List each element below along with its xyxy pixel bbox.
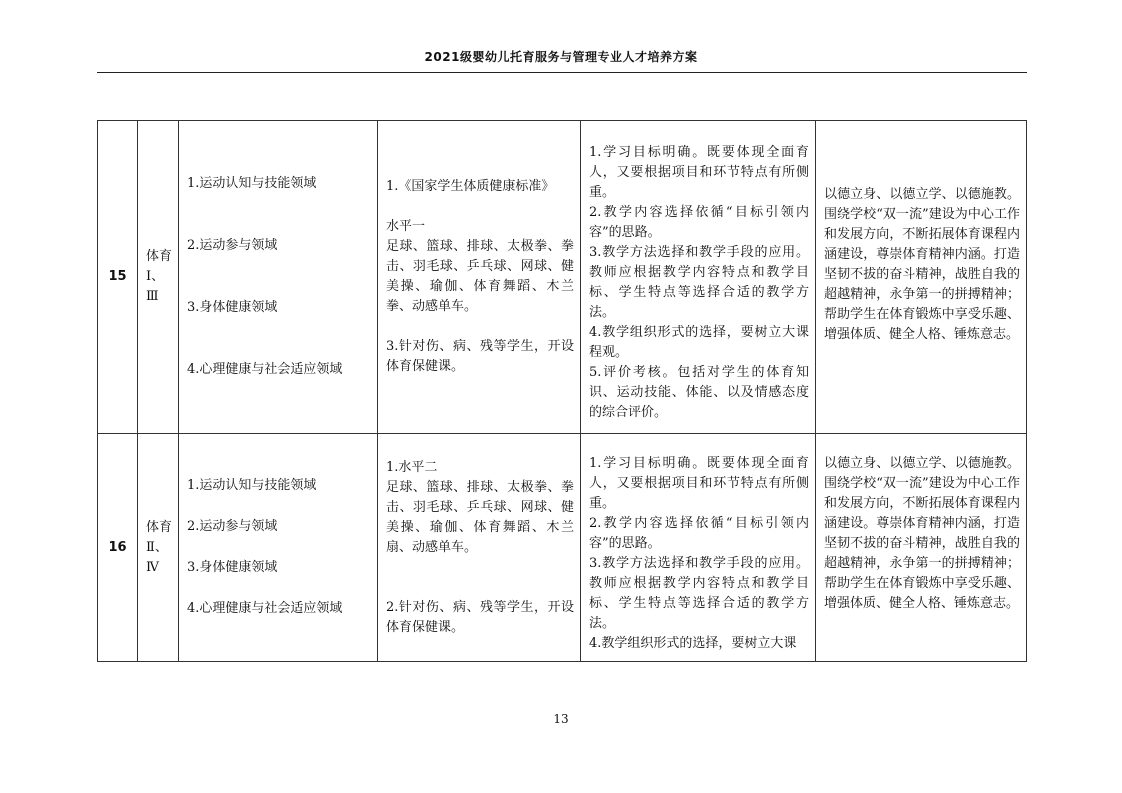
content-paragraph: 3.针对伤、病、残等学生，开设体育保健课。 xyxy=(386,339,574,374)
requirement-item: 4.教学组织形式的选择，要树立大课 xyxy=(589,636,797,651)
teaching-requirements-cell xyxy=(581,434,816,662)
requirement-item: 2.教学内容选择依循“目标引领内容”的思路。 xyxy=(589,205,809,240)
page-number: 13 xyxy=(553,712,569,726)
row-number: 15 xyxy=(98,121,138,434)
curriculum-table xyxy=(97,120,1027,662)
course-name-cell xyxy=(138,121,179,434)
requirement-item: 5.评价考核。包括对学生的体育知识、运动技能、体能、以及情感态度的综合评价。 xyxy=(589,365,809,420)
course-name: 体育 Ⅰ、 Ⅲ xyxy=(146,249,173,304)
task-item: 1.运动认知与技能领域 xyxy=(187,478,317,493)
ideology-cell: 以德立身、以德立学、以德施教。围绕学校“双一流”建设为中心工作和发展方向，不断拓展体育课程内涵建设，尊崇体育精神内涵。打造坚韧不拔的奋斗精神，战胜自我的超越精神，永争第一的拼搏精神；帮助学生在体育锻炼中享受乐趣、增强体质、健全人格、锤炼意志。 xyxy=(816,121,1027,434)
content-paragraph: 足球、篮球、排球、太极拳、拳击、羽毛球、乒乓球、网球、健美操、瑜伽、体育舞蹈、木兰扇、动感单车。 xyxy=(386,479,574,555)
table-row xyxy=(98,434,1027,662)
task-item: 2.运动参与领域 xyxy=(187,238,278,253)
task-item: 3.身体健康领域 xyxy=(187,300,278,315)
requirement-item: 3.教学方法选择和教学手段的应用。教师应根据教学内容特点和教学目标、学生特点等选择合适的教学方法。 xyxy=(589,245,809,320)
course-tasks-cell xyxy=(179,121,378,434)
task-item: 2.运动参与领域 xyxy=(187,519,278,534)
task-item: 1.运动认知与技能领域 xyxy=(187,176,317,191)
requirement-item: 1.学习目标明确。既要体现全面育人，又要根据项目和环节特点有所侧重。 xyxy=(589,145,809,200)
requirement-item: 2.教学内容选择依循“目标引领内容”的思路。 xyxy=(589,516,809,551)
content-paragraph: 1.《国家学生体质健康标准》 xyxy=(386,179,555,194)
task-item: 4.心理健康与社会适应领域 xyxy=(187,362,343,377)
content-paragraph: 水平一 xyxy=(386,219,426,234)
course-content-cell xyxy=(378,121,581,434)
header-divider xyxy=(97,72,1027,73)
task-item: 4.心理健康与社会适应领域 xyxy=(187,601,343,616)
course-name-cell xyxy=(138,434,179,662)
content-paragraph: 足球、篮球、排球、太极拳、拳击、羽毛球、乒乓球、网球、健美操、瑜伽、体育舞蹈、木兰拳、动感单车。 xyxy=(386,239,574,314)
task-item: 3.身体健康领域 xyxy=(187,560,278,575)
requirement-item: 3.教学方法选择和教学手段的应用。教师应根据教学内容特点和教学目标、学生特点等选择合适的教学方法。 xyxy=(589,556,809,631)
content-paragraph: 2.针对伤、病、残等学生，开设体育保健课。 xyxy=(386,599,574,635)
teaching-requirements-cell xyxy=(581,121,816,434)
course-content-cell xyxy=(378,434,581,662)
course-tasks-cell xyxy=(179,434,378,662)
requirement-item: 1.学习目标明确。既要体现全面育人，又要根据项目和环节特点有所侧重。 xyxy=(589,456,809,511)
row-number: 16 xyxy=(98,434,138,662)
ideology-cell: 以德立身、以德立学、以德施教。围绕学校“双一流”建设为中心工作和发展方向，不断拓展体育课程内涵建设。尊崇体育精神内涵，打造坚韧不拔的奋斗精神，战胜自我的超越精神，永争第一的拼搏精神；帮助学生在体育锻炼中享受乐趣、增强体质、健全人格、锤炼意志。 xyxy=(816,434,1027,662)
requirement-item: 4.教学组织形式的选择，要树立大课程观。 xyxy=(589,325,809,360)
content-paragraph: 1.水平二 xyxy=(386,459,438,475)
course-name: 体育 Ⅱ、 Ⅳ xyxy=(146,519,173,575)
table-row xyxy=(98,121,1027,434)
document-header-title: 2021级婴幼儿托育服务与管理专业人才培养方案 xyxy=(424,50,698,64)
